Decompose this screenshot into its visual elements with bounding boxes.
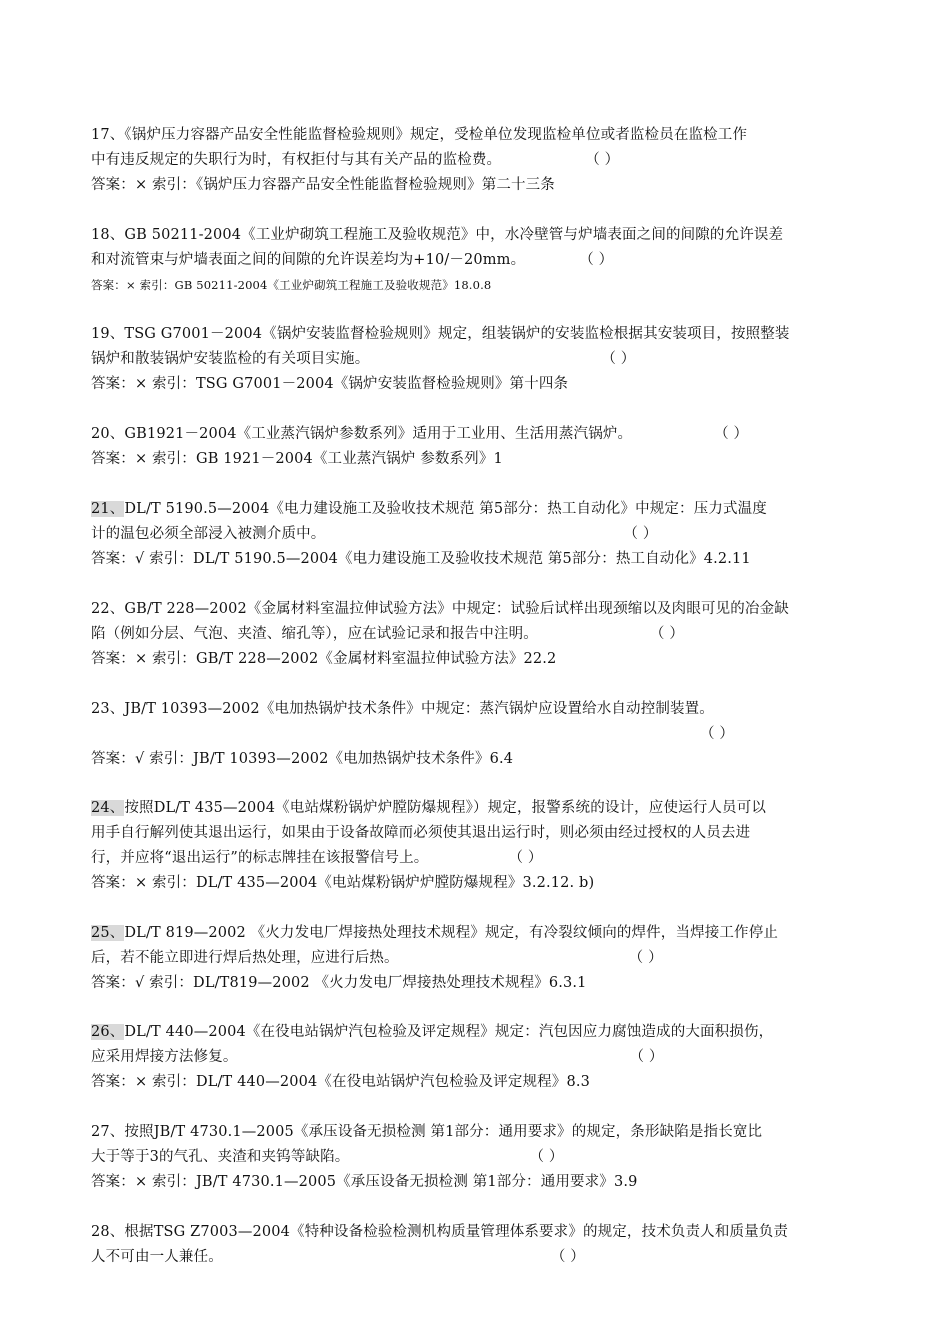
question-text-line: 28、根据TSG Z7003—2004《特种设备检验检测机构质量管理体系要求》的规定，技术负责人和质量负责 (91, 1224, 789, 1240)
answer-blank: （ ） (529, 1149, 564, 1165)
answer-line: 答案：× 索引：DL/T 435—2004《电站煤粉锅炉炉膛防爆规程》3.2.12. b) (91, 875, 595, 891)
answer-blank: （ ） (700, 726, 735, 742)
question-number: 26、 (91, 1024, 125, 1040)
answer-line: 答案：√ 索引：DL/T 5190.5—2004《电力建设施工及验收技术规范 第5部分：热工自动化》4.2.11 (91, 551, 751, 567)
question-18 (91, 223, 863, 298)
question-text: 20、GB1921－2004《工业蒸汽锅炉参数系列》适用于工业用、生活用蒸汽锅炉。 (91, 426, 633, 442)
answer-line: 答案：× 索引：《锅炉压力容器产品安全性能监督检验规则》第二十三条 (91, 177, 555, 193)
question-text-line (91, 1145, 863, 1170)
question-text: 计的温包必须全部浸入被测介质中。 (91, 526, 326, 542)
question-26 (91, 1020, 863, 1095)
question-text-line (91, 846, 863, 871)
question-text-line (91, 1245, 863, 1270)
question-text-line: 用手自行解列使其退出运行，如果由于设备故障而必须使其退出运行时，则必须由经过授权的人员去进 (91, 825, 751, 841)
question-text: 应采用焊接方法修复。 (91, 1049, 238, 1065)
answer-blank: （ ） (629, 1049, 664, 1065)
question-text: DL/T 5190.5—2004《电力建设施工及验收技术规范 第5部分：热工自动化》中规定：压力式温度 (124, 501, 767, 517)
question-text-line: 19、TSG G7001－2004《锅炉安装监督检验规则》规定，组装锅炉的安装监检根据其安装项目，按照整装 (91, 326, 790, 342)
question-20 (91, 422, 863, 472)
answer-blank: （ ） (601, 351, 636, 367)
answer-blank: （ ） (579, 252, 614, 268)
answer-line: 答案：√ 索引：DL/T819—2002 《火力发电厂焊接热处理技术规程》6.3.1 (91, 975, 587, 991)
question-22 (91, 597, 863, 672)
answer-line: 答案：× 索引：GB/T 228—2002《金属材料室温拉伸试验方法》22.2 (91, 651, 557, 667)
question-text-line (91, 1020, 863, 1045)
answer-line: 答案：× 索引：GB 50211-2004《工业炉砌筑工程施工及验收规范》18.0.8 (91, 278, 492, 292)
answer-blank: （ ） (628, 950, 663, 966)
answer-blank: （ ） (550, 1249, 585, 1265)
answer-line: 答案：× 索引：JB/T 4730.1—2005《承压设备无损检测 第1部分：通用要求》3.9 (91, 1174, 638, 1190)
question-text-line: 27、按照JB/T 4730.1—2005《承压设备无损检测 第1部分：通用要求》的规定，条形缺陷是指长宽比 (91, 1124, 763, 1140)
answer-line: 答案：× 索引：DL/T 440—2004《在役电站锅炉汽包检验及评定规程》8.3 (91, 1074, 590, 1090)
question-text-line (91, 1045, 863, 1070)
question-text-line: 17、《锅炉压力容器产品安全性能监督检验规则》规定，受检单位发现监检单位或者监检员在监检工作 (91, 127, 748, 143)
question-number: 24、 (91, 800, 125, 816)
question-text-line (91, 347, 863, 372)
question-text: 按照DL/T 435—2004《电站煤粉锅炉炉膛防爆规程》）规定，报警系统的设计，应使运行人员可以 (124, 800, 767, 816)
answer-blank: （ ） (649, 626, 684, 642)
question-text-line (91, 946, 863, 971)
question-text: 行，并应将“退出运行”的标志牌挂在该报警信号上。 (91, 850, 429, 866)
question-text: 大于等于3的气孔、夹渣和夹钨等缺陷。 (91, 1149, 350, 1165)
question-text-line (91, 522, 863, 547)
question-19 (91, 322, 863, 397)
answer-line: 答案：√ 索引：JB/T 10393—2002《电加热锅炉技术条件》6.4 (91, 751, 514, 767)
question-number: 25、 (91, 925, 125, 941)
question-23 (91, 697, 863, 772)
answer-blank: （ ） (508, 850, 543, 866)
question-text: 和对流管束与炉墙表面之间的间隙的允许误差均为+10/－20mm。 (91, 252, 526, 268)
question-text-line: 18、GB 50211-2004《工业炉砌筑工程施工及验收规范》中，水冷壁管与炉墙表面之间的间隙的允许误差 (91, 227, 784, 243)
question-text: 中有违反规定的失职行为时，有权拒付与其有关产品的监检费。 (91, 152, 502, 168)
answer-blank: （ ） (623, 526, 658, 542)
answer-blank: （ ） (714, 426, 749, 442)
question-24 (91, 796, 863, 896)
question-17 (91, 123, 863, 198)
question-text-line: 22、GB/T 228—2002《金属材料室温拉伸试验方法》中规定：试验后试样出现颈缩以及肉眼可见的冶金缺 (91, 601, 789, 617)
question-text-line (91, 148, 863, 173)
question-text-line (91, 722, 863, 747)
question-25 (91, 921, 863, 996)
question-text: 陷（例如分层、气泡、夹渣、缩孔等），应在试验记录和报告中注明。 (91, 626, 538, 642)
question-text: DL/T 440—2004《在役电站锅炉汽包检验及评定规程》规定：汽包因应力腐蚀造成的大面积损伤， (124, 1024, 774, 1040)
question-27 (91, 1120, 863, 1195)
question-text-line (91, 796, 863, 821)
question-text-line: 23、JB/T 10393—2002《电加热锅炉技术条件》中规定：蒸汽锅炉应设置给水自动控制装置。 (91, 701, 714, 717)
answer-line: 答案：× 索引：GB 1921－2004《工业蒸汽锅炉 参数系列》1 (91, 451, 503, 467)
question-text-line (91, 622, 863, 647)
question-text-line (91, 921, 863, 946)
question-text-line (91, 248, 863, 273)
question-text-line (91, 497, 863, 522)
question-text: 后，若不能立即进行焊后热处理，应进行后热。 (91, 950, 399, 966)
answer-blank: （ ） (585, 152, 620, 168)
question-text: DL/T 819—2002 《火力发电厂焊接热处理技术规程》规定，有冷裂纹倾向的焊件，当焊接工作停止 (124, 925, 779, 941)
question-text: 锅炉和散装锅炉安装监检的有关项目实施。 (91, 351, 370, 367)
question-number: 21、 (91, 501, 125, 517)
answer-line: 答案：× 索引：TSG G7001－2004《锅炉安装监督检验规则》第十四条 (91, 376, 569, 392)
question-21 (91, 497, 863, 572)
question-text: 人不可由一人兼任。 (91, 1249, 223, 1265)
question-28 (91, 1220, 863, 1270)
question-text-line (91, 422, 863, 447)
